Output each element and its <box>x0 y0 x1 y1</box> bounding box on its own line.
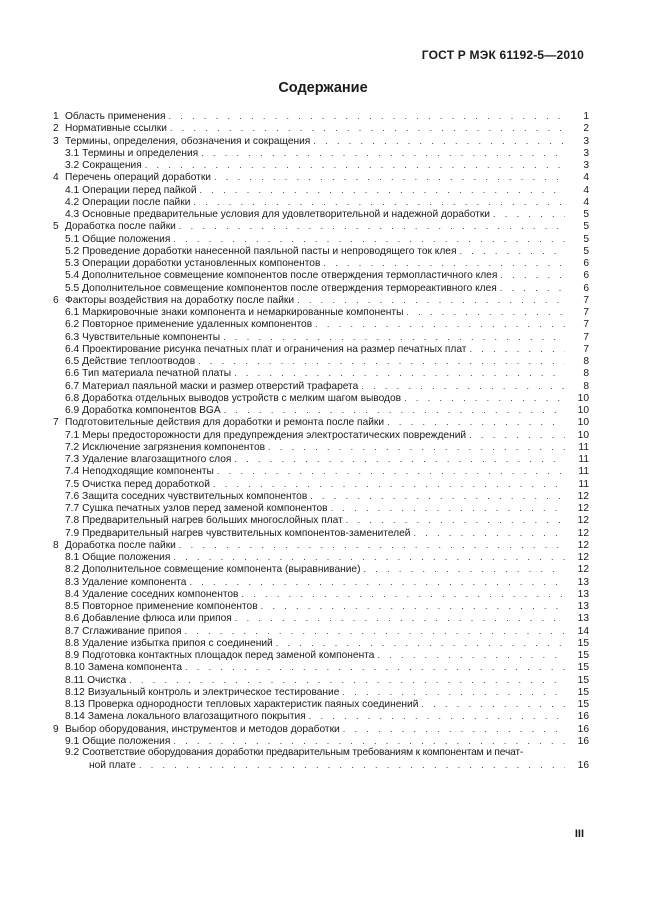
toc-entry-number: 8.3 <box>65 576 80 588</box>
toc-entry <box>53 514 589 526</box>
toc-entry <box>53 478 589 490</box>
toc-entry <box>53 147 589 159</box>
toc-entry-page: 15 <box>577 674 589 686</box>
toc-leader-dots <box>459 245 565 257</box>
toc-entry-number: 7.2 <box>65 441 80 453</box>
toc-entry-title: Область применения <box>65 111 166 122</box>
toc-entry-number: 3 <box>53 135 59 147</box>
toc-leader-dots <box>342 686 565 698</box>
toc-entry-number: 8.1 <box>65 552 80 563</box>
toc-leader-dots <box>223 331 565 343</box>
toc-leader-dots <box>179 220 565 232</box>
toc-entry-number: 6.2 <box>65 319 80 331</box>
toc-entry-title: Чувствительные компоненты <box>82 331 221 343</box>
toc-entry <box>53 686 589 698</box>
toc-entry-number: 8.6 <box>65 613 80 625</box>
toc-entry-number: 5 <box>53 221 59 233</box>
toc-leader-dots <box>234 453 565 465</box>
toc-entry-title: Маркировочные знаки компонента и немаркированные компоненты <box>82 307 404 318</box>
toc-entry-number: 6.5 <box>65 356 80 367</box>
toc-entry-page: 3 <box>583 147 589 159</box>
toc-leader-dots <box>364 563 566 575</box>
toc-entry-number: 7 <box>53 417 59 429</box>
toc-leader-dots <box>500 269 565 281</box>
toc-entry-number: 7.9 <box>65 527 80 539</box>
toc-leader-dots <box>309 710 565 722</box>
toc-leader-dots <box>413 527 565 539</box>
toc-entry <box>53 294 589 306</box>
toc-entry <box>53 135 589 147</box>
toc-entry-page: 7 <box>583 307 589 318</box>
toc-leader-dots <box>173 551 565 563</box>
toc-entry-number: 8.8 <box>65 637 80 649</box>
toc-entry-title: Визуальный контроль и электрическое тестирование <box>87 686 340 698</box>
toc-entry-title: Очистка <box>87 674 127 686</box>
toc-entry <box>53 453 589 465</box>
toc-entry <box>53 404 589 416</box>
toc-leader-dots <box>493 208 565 220</box>
toc-entry-title: Дополнительное совмещение компонентов после отверждения термореактивного клея <box>82 282 497 294</box>
toc-leader-dots <box>261 600 565 612</box>
toc-leader-dots <box>170 122 565 134</box>
toc-entry-number: 6 <box>53 294 59 306</box>
toc-entry-page: 6 <box>583 270 589 282</box>
toc-entry <box>53 576 589 588</box>
toc-entry-title: Проверка однородности тепловых характеристик паяных соединений <box>87 699 419 710</box>
toc-entry <box>53 551 589 563</box>
toc-entry-title: Факторы воздействия на доработку после пайки <box>65 294 295 306</box>
toc-entry <box>53 723 589 735</box>
toc-entry <box>53 282 589 294</box>
toc-entry <box>53 698 589 710</box>
toc-entry-number: 6.9 <box>65 405 80 416</box>
toc-entry <box>53 612 589 624</box>
toc-entry-title: Сушка печатных узлов перед заменой компонентов <box>82 503 328 514</box>
toc-entry-number: 7.8 <box>65 515 80 527</box>
toc-entry-number: 6.6 <box>65 368 80 380</box>
toc-entry <box>53 637 589 649</box>
toc-entry-number: 6.7 <box>65 380 80 392</box>
toc-entry-title: Меры предосторожности для предупреждения электростатических повреждений <box>82 429 467 441</box>
toc-entry-title: Проектирование рисунка печатных плат и ограничения на размер печатных плат <box>82 343 467 355</box>
toc-entry-page: 3 <box>583 160 589 171</box>
toc-entry-number: 8.7 <box>65 625 80 637</box>
toc-entry <box>53 208 589 220</box>
toc-entry-number: 8.2 <box>65 564 80 576</box>
toc-entry-title: Замена локального влагозащитного покрытия <box>87 711 306 723</box>
toc-entry-page: 11 <box>578 478 589 490</box>
page-number: III <box>574 828 584 840</box>
toc-entry-title: Общие положения <box>82 552 171 563</box>
toc-entry-number: 8.4 <box>65 588 80 600</box>
toc-entry-number: 8.9 <box>65 650 80 661</box>
toc-entry-title: Действие теплоотводов <box>82 356 196 367</box>
toc-entry-title: Неподходящие компоненты <box>82 466 214 478</box>
toc-entry-title: Нормативные ссылки <box>65 123 167 135</box>
toc-entry <box>53 367 589 379</box>
toc-entry-page: 12 <box>577 552 589 563</box>
toc-entry <box>53 429 589 441</box>
toc-entry-page: 1 <box>583 111 589 122</box>
toc-leader-dots <box>213 478 565 490</box>
toc-entry-number: 4.3 <box>65 209 80 220</box>
toc-entry-title: Дополнительное совмещение компонентов после отверждения термопластичного клея <box>82 270 498 282</box>
toc-entry-page: 15 <box>577 637 589 649</box>
toc-entry-number: 5.1 <box>65 233 80 245</box>
toc-entry <box>53 563 589 575</box>
toc-entry-title: Проведение доработки нанесенной паяльной пасты и непроводящего ток клея <box>82 245 457 257</box>
toc-entry-title: Добавление флюса или припоя <box>82 613 232 625</box>
toc-entry-page: 10 <box>577 405 589 416</box>
toc-leader-dots <box>343 723 565 735</box>
toc-entry-number: 3.1 <box>65 147 80 159</box>
toc-leader-dots <box>323 257 565 269</box>
toc-leader-dots <box>377 649 565 661</box>
toc-entry-title: Удаление влагозащитного слоя <box>82 454 232 465</box>
toc-entry-page: 15 <box>577 650 589 661</box>
toc-entry-title: Тип материала печатной платы <box>82 368 232 380</box>
toc-entry-title: Общие положения <box>82 233 171 245</box>
toc-leader-dots <box>198 355 565 367</box>
toc-entry-title: Материал паяльной маски и размер отверстий трафарета <box>82 380 359 392</box>
toc-entry-title: Сглаживание припоя <box>82 625 182 637</box>
toc-entry-page: 10 <box>577 392 589 404</box>
toc-entry-page: 12 <box>577 490 589 502</box>
toc-entry-page: 13 <box>577 613 589 625</box>
toc-leader-dots <box>406 306 565 318</box>
toc-leader-dots <box>235 612 565 624</box>
toc-entry-page: 4 <box>583 172 589 184</box>
toc-entry-page: 12 <box>577 527 589 539</box>
toc-entry <box>53 122 589 134</box>
document-header: ГОСТ Р МЭК 61192-5—2010 <box>421 48 584 62</box>
toc-leader-dots <box>168 110 565 122</box>
toc-leader-dots <box>214 171 565 183</box>
page-title: Содержание <box>278 80 368 96</box>
toc-entry-number: 2 <box>53 123 59 135</box>
toc-leader-dots <box>313 135 565 147</box>
toc-entry <box>53 625 589 637</box>
toc-entry-number: 6.4 <box>65 343 80 355</box>
toc-leader-dots <box>276 637 565 649</box>
toc-entry <box>53 441 589 453</box>
toc-entry-number: 6.1 <box>65 307 80 318</box>
toc-entry <box>53 649 589 661</box>
toc-entry <box>53 355 589 367</box>
toc-entry-number: 5.2 <box>65 245 80 257</box>
toc-entry-title: Выбор оборудования, инструментов и методов доработки <box>65 723 340 735</box>
toc-leader-dots <box>145 159 565 171</box>
toc-leader-dots <box>331 502 565 514</box>
toc-entry-page: 13 <box>577 601 589 612</box>
toc-leader-dots <box>224 404 565 416</box>
toc-entry-number: 7.7 <box>65 503 80 514</box>
toc-entry-title: Удаление компонента <box>82 576 187 588</box>
toc-entry-title: Защита соседних чувствительных компонентов <box>82 490 308 502</box>
toc-entry-title: Замена компонента <box>87 662 182 674</box>
toc-entry <box>53 710 589 722</box>
toc-entry-title: Удаление соседних компонентов <box>82 588 239 600</box>
toc-entry-page: 4 <box>583 196 589 208</box>
toc-entry-page: 12 <box>577 539 589 551</box>
toc-leader-dots <box>310 490 565 502</box>
toc-leader-dots <box>217 465 565 477</box>
toc-entry-title: Общие положения <box>82 735 171 747</box>
toc-leader-dots <box>315 318 565 330</box>
toc-entry-page: 3 <box>583 135 589 147</box>
toc-entry-page: 16 <box>577 723 589 735</box>
toc-entry-page: 13 <box>577 576 589 588</box>
toc-leader-dots <box>404 392 565 404</box>
toc-leader-dots <box>361 380 565 392</box>
toc-entry <box>53 331 589 343</box>
toc-entry <box>53 465 589 477</box>
toc-entry-title: Дополнительное совмещение компонента (выравнивание) <box>82 564 361 576</box>
toc-entry-number: 8 <box>53 539 59 551</box>
toc-entry-page: 7 <box>583 331 589 343</box>
toc-entry-page: 7 <box>583 319 589 331</box>
toc-entry <box>53 220 589 232</box>
toc-entry-number: 4.1 <box>65 184 80 196</box>
toc-entry-title: Исключение загрязнения компонентов <box>82 441 266 453</box>
toc-entry <box>53 539 589 551</box>
toc-entry <box>53 527 589 539</box>
toc-leader-dots <box>234 367 565 379</box>
toc-entry-page: 6 <box>583 282 589 294</box>
toc-entry-number: 5.4 <box>65 270 80 282</box>
toc-leader-dots <box>469 429 565 441</box>
toc-entry-title: Доработка компонентов BGA <box>82 405 221 416</box>
toc-entry <box>53 269 589 281</box>
toc-entry <box>53 490 589 502</box>
toc-entry-page: 10 <box>577 417 589 429</box>
toc-leader-dots <box>185 625 566 637</box>
toc-entry-title: Операции после пайки <box>82 196 191 208</box>
toc-entry <box>53 747 589 759</box>
toc-entry-number: 8.11 <box>65 674 85 686</box>
toc-entry-number: 9.1 <box>65 735 80 747</box>
toc-entry-number: 7.3 <box>65 454 80 465</box>
toc-entry <box>53 171 589 183</box>
toc-leader-dots <box>189 576 565 588</box>
toc-entry <box>53 184 589 196</box>
toc-entry-number: 5.5 <box>65 282 80 294</box>
toc-entry-title: Операции доработки установленных компонентов <box>82 258 321 269</box>
table-of-contents <box>53 110 589 772</box>
toc-entry-number: 3.2 <box>65 160 80 171</box>
toc-entry <box>53 159 589 171</box>
toc-leader-dots <box>200 184 565 196</box>
toc-entry-number: 8.13 <box>65 699 85 710</box>
toc-entry-number: 7.1 <box>65 429 80 441</box>
toc-entry <box>53 502 589 514</box>
toc-entry-page: 5 <box>583 221 589 233</box>
toc-entry-number: 6.8 <box>65 392 80 404</box>
toc-entry-continuation <box>53 759 589 771</box>
toc-leader-dots <box>297 294 565 306</box>
toc-leader-dots <box>173 735 565 747</box>
toc-entry-title: Предварительный нагрев чувствительных компонентов-заменителей <box>82 527 411 539</box>
toc-entry <box>53 245 589 257</box>
toc-entry-number: 7.4 <box>65 466 80 478</box>
toc-entry-page: 5 <box>583 209 589 220</box>
toc-leader-dots <box>421 698 565 710</box>
toc-entry-title: Подготовка контактных площадок перед заменой компонента <box>82 650 375 661</box>
toc-entry-title: Операции перед пайкой <box>82 184 197 196</box>
toc-entry-number: 8.5 <box>65 601 80 612</box>
toc-leader-dots <box>346 514 565 526</box>
toc-entry-page: 4 <box>583 184 589 196</box>
toc-entry-number: 8.12 <box>65 686 85 698</box>
toc-leader-dots <box>500 282 565 294</box>
toc-leader-dots <box>201 147 565 159</box>
toc-entry-page: 12 <box>577 515 589 527</box>
toc-entry-page: 11 <box>578 454 589 465</box>
toc-entry <box>53 735 589 747</box>
toc-entry-page: 16 <box>577 711 589 723</box>
toc-entry-title: Перечень операций доработки <box>65 172 211 184</box>
toc-entry-page: 15 <box>577 686 589 698</box>
toc-entry-title: Удаление избытка припоя с соединений <box>82 637 273 649</box>
toc-entry-page: 16 <box>577 735 589 747</box>
toc-entry-page: 15 <box>577 699 589 710</box>
toc-entry-page: 5 <box>583 245 589 257</box>
toc-entry-number: 4 <box>53 172 59 184</box>
toc-leader-dots <box>193 196 565 208</box>
toc-leader-dots <box>185 661 565 673</box>
toc-entry-number: 6.3 <box>65 331 80 343</box>
toc-entry-title: Основные предварительные условия для удовлетворительной и надежной доработки <box>82 209 490 220</box>
toc-entry <box>53 380 589 392</box>
toc-leader-dots <box>241 588 565 600</box>
toc-entry-title: Термины, определения, обозначения и сокращения <box>65 135 311 147</box>
toc-entry <box>53 661 589 673</box>
toc-entry-page: 10 <box>577 429 589 441</box>
toc-entry-page: 2 <box>583 123 589 135</box>
toc-entry-number: 7.5 <box>65 478 80 490</box>
toc-entry <box>53 196 589 208</box>
toc-entry-number: 4.2 <box>65 196 80 208</box>
toc-entry <box>53 392 589 404</box>
toc-entry-page: 12 <box>577 564 589 576</box>
toc-entry <box>53 257 589 269</box>
toc-entry-title: Доработка после пайки <box>65 221 176 233</box>
toc-entry <box>53 588 589 600</box>
toc-entry-number: 8.10 <box>65 662 85 674</box>
toc-entry <box>53 416 589 428</box>
toc-entry-title-continued: ной плате <box>89 760 136 772</box>
toc-entry <box>53 233 589 245</box>
toc-entry-title: Соответствие оборудования доработки предварительным требованиям к компонентам и печат- <box>82 747 524 758</box>
toc-entry-title: Очистка перед доработкой <box>82 478 210 490</box>
toc-entry-number: 5.3 <box>65 258 80 269</box>
toc-entry-number: 9.2 <box>65 747 80 758</box>
toc-leader-dots <box>173 233 565 245</box>
toc-entry-number: 8.14 <box>65 711 85 723</box>
toc-entry <box>53 343 589 355</box>
toc-leader-dots <box>129 674 565 686</box>
toc-entry-page: 15 <box>577 662 589 674</box>
toc-entry-page: 14 <box>577 625 589 637</box>
toc-entry-page: 7 <box>583 294 589 306</box>
toc-entry-title: Сокращения <box>82 160 142 171</box>
toc-leader-dots <box>139 759 565 771</box>
toc-entry-title: Доработка после пайки <box>65 539 176 551</box>
toc-entry-page: 8 <box>583 356 589 367</box>
toc-entry-title: Предварительный нагрев больших многослойных плат <box>82 515 343 527</box>
toc-entry-page: 7 <box>583 343 589 355</box>
toc-entry-number: 9 <box>53 723 59 735</box>
toc-entry-page: 11 <box>578 441 589 453</box>
toc-entry <box>53 318 589 330</box>
toc-entry-title: Подготовительные действия для доработки и ремонта после пайки <box>65 417 385 429</box>
toc-entry-number: 1 <box>53 111 59 122</box>
toc-entry-page: 13 <box>577 588 589 600</box>
toc-entry-number: 7.6 <box>65 490 80 502</box>
toc-entry-page: 8 <box>583 368 589 380</box>
toc-leader-dots <box>387 416 565 428</box>
toc-entry-page: 6 <box>583 258 589 269</box>
toc-leader-dots <box>179 539 565 551</box>
toc-entry <box>53 306 589 318</box>
toc-entry-page: 8 <box>583 380 589 392</box>
toc-entry <box>53 110 589 122</box>
toc-entry-title: Термины и определения <box>82 147 199 159</box>
toc-entry-title: Повторное применение компонентов <box>82 601 258 612</box>
toc-leader-dots <box>268 441 565 453</box>
toc-entry <box>53 674 589 686</box>
toc-entry <box>53 600 589 612</box>
toc-entry-page: 11 <box>578 466 589 478</box>
toc-entry-page: 16 <box>577 760 589 772</box>
toc-entry-title: Доработка отдельных выводов устройств с мелким шагом выводов <box>82 392 402 404</box>
toc-leader-dots <box>469 343 565 355</box>
toc-entry-page: 12 <box>577 503 589 514</box>
toc-entry-title: Повторное применение удаленных компонентов <box>82 319 313 331</box>
toc-entry-page: 5 <box>583 233 589 245</box>
